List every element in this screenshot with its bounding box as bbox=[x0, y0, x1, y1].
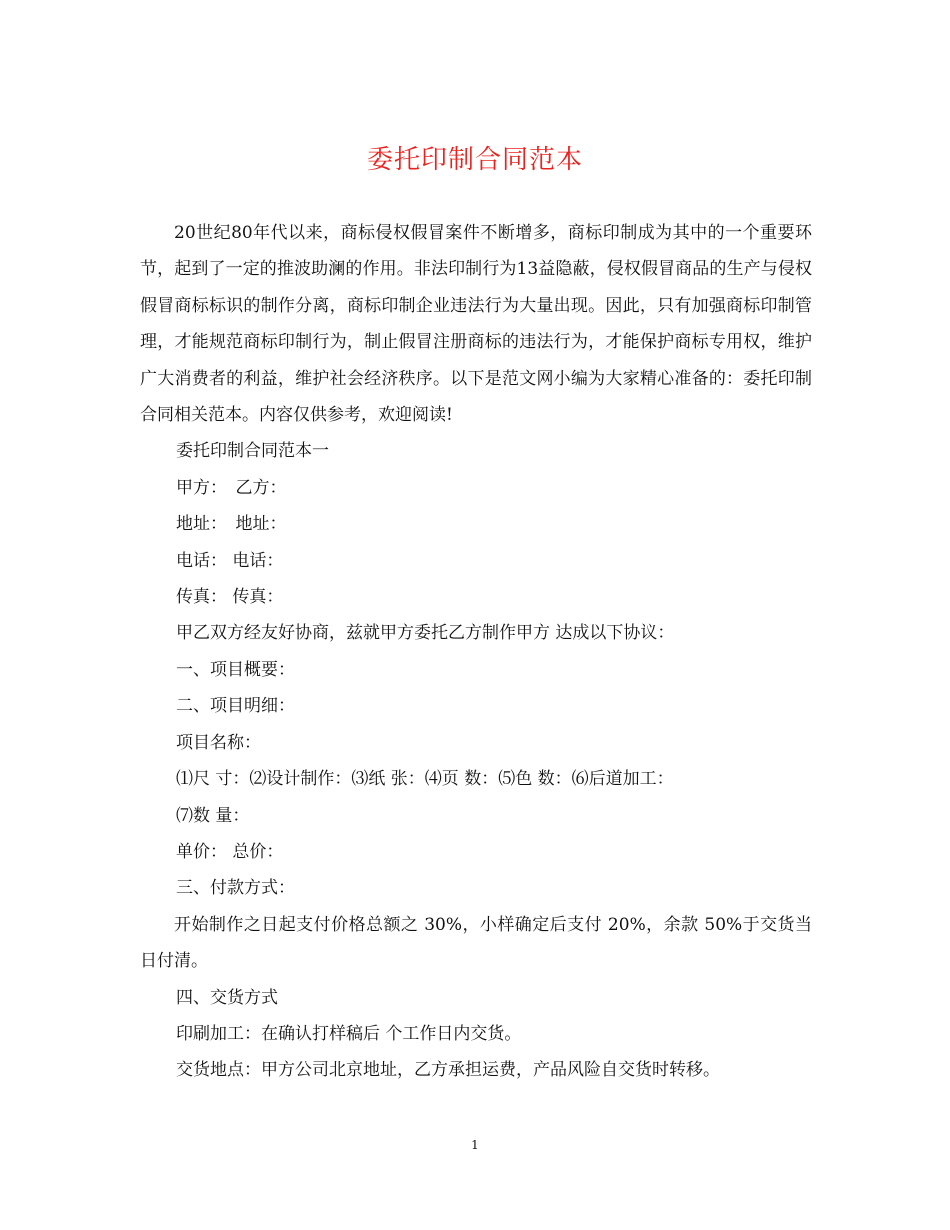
delivery-time-line: 印刷加工：在确认打样稿后 个工作日内交货。 bbox=[176, 1023, 522, 1044]
section-delivery: 四、交货方式 bbox=[176, 987, 278, 1008]
party-line: 甲方： 乙方： bbox=[176, 477, 287, 498]
page-number: 1 bbox=[471, 1138, 479, 1152]
document-body bbox=[140, 215, 812, 1089]
payment-paragraph: 开始制作之日起支付价格总额之 30%，小样确定后支付 20%，余款 50%于交货当日付清。 bbox=[140, 914, 812, 972]
section-overview: 一、项目概要： bbox=[176, 659, 295, 680]
spec-items-line: ⑴尺 寸：⑵设计制作：⑶纸 张：⑷页 数：⑸色 数：⑹后道加工： bbox=[176, 769, 674, 790]
project-name-line: 项目名称： bbox=[176, 732, 261, 753]
contract-heading: 委托印制合同范本一 bbox=[176, 441, 329, 462]
fax-line: 传真： 传真： bbox=[176, 587, 284, 608]
price-line: 单价： 总价： bbox=[176, 841, 284, 862]
agreement-line: 甲乙双方经友好协商，兹就甲方委托乙方制作甲方 达成以下协议： bbox=[176, 623, 675, 644]
section-payment: 三、付款方式： bbox=[176, 878, 295, 899]
intro-paragraph: 20世纪80年代以来，商标侵权假冒案件不断增多，商标印制成为其中的一个重要环节，起到了一定的推波助澜的作用。非法印制行为13益隐蔽，侵权假冒商品的生产与侵权假冒商标标识的制作分离，商标印制企业违法行为大量出现。因此，只有加强商标印制管理，才能规范商标印制行为，制止假冒注册商标的违法行为，才能保护商标专用权，维护广大消费者的利益，维护社会经济秩序。以下是范文网小编为大家精心准备的：委托印制合同相关范本。内容仅供参考，欢迎阅读! bbox=[140, 223, 812, 426]
quantity-line: ⑺数 量： bbox=[176, 805, 250, 826]
delivery-place-line: 交货地点：甲方公司北京地址，乙方承担运费，产品风险自交货时转移。 bbox=[176, 1060, 720, 1081]
phone-line: 电话： 电话： bbox=[176, 550, 284, 571]
document-title: 委托印制合同范本 bbox=[366, 145, 583, 175]
section-details: 二、项目明细： bbox=[176, 696, 295, 717]
address-line: 地址： 地址： bbox=[176, 514, 287, 535]
